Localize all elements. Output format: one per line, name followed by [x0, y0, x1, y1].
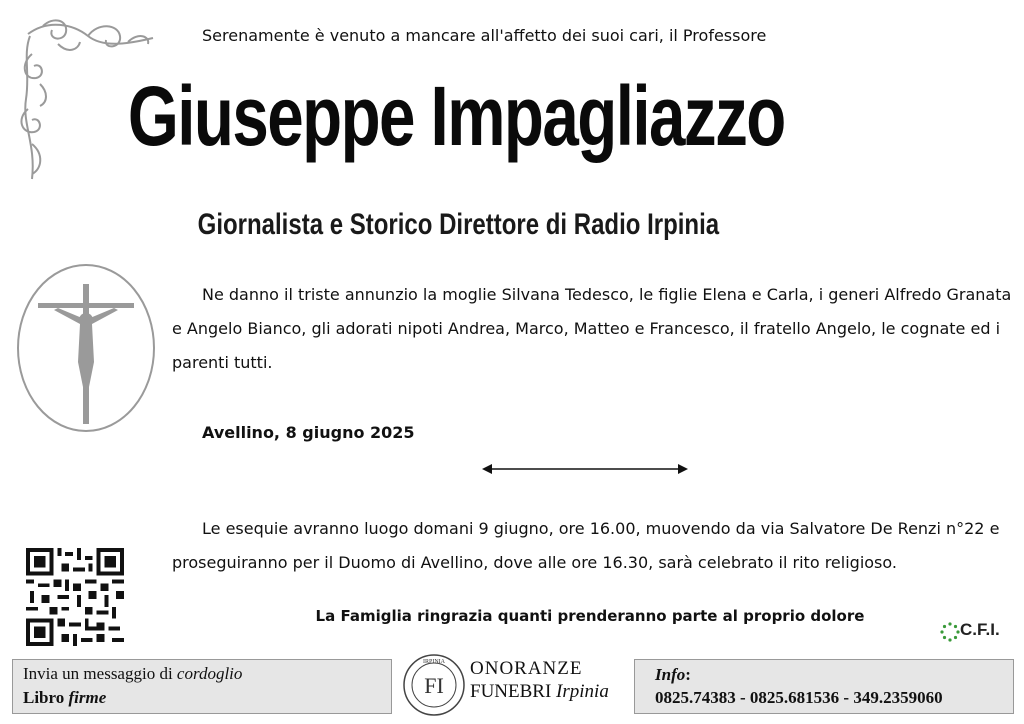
deceased-title: Giornalista e Storico Direttore di Radio Irpinia: [197, 208, 720, 241]
cfi-logo-text: C.F.I.: [960, 620, 1000, 639]
condolence-link[interactable]: [23, 664, 242, 684]
condolence-italic: cordoglio: [176, 664, 243, 683]
brand-seal-icon: [402, 653, 466, 717]
info-label-italic: Info: [655, 665, 686, 684]
cfi-logo-icon: [940, 618, 1016, 652]
condolence-prefix: Invia un messaggio di: [23, 664, 177, 683]
family-thanks: La Famiglia ringrazia quanti prenderanno parte al proprio dolore: [315, 607, 865, 625]
guestbook-italic: firme: [68, 688, 107, 707]
guestbook-link[interactable]: [23, 688, 106, 708]
deceased-name: Giuseppe Impagliazzo: [127, 69, 785, 163]
brand-seal-top: IRPINIA: [423, 659, 445, 665]
double-arrow-divider-icon: [482, 463, 688, 475]
announcement-intro: Serenamente è venuto a mancare all'affetto dei suoi cari, il Professore: [202, 26, 767, 45]
brand-seal-monogram: FI: [424, 673, 444, 698]
brand-line1: ONORANZE: [470, 658, 583, 679]
info-phones[interactable]: 0825.74383 - 0825.681536 - 349.2359060: [655, 688, 943, 707]
condolence-box[interactable]: [12, 659, 392, 714]
guestbook-prefix: Libro: [23, 688, 69, 707]
info-colon: :: [685, 665, 691, 684]
funeral-info: Le esequie avranno luogo domani 9 giugno, ore 16.00, muovendo da via Salvatore De Renzi n°22 e proseguiranno per il Duomo di Avellino, dove alle ore 16.30, sarà celebrato il rito religioso.: [172, 519, 1000, 572]
funeral-home-brand: [400, 650, 630, 720]
brand-line2-prefix: FUNEBRI: [470, 681, 557, 702]
info-label: [655, 665, 691, 685]
place-date: Avellino, 8 giugno 2025: [202, 423, 415, 442]
crucifix-icon: [14, 262, 158, 434]
info-box: [634, 659, 1014, 714]
family-announcement: Ne danno il triste annunzio la moglie Silvana Tedesco, le figlie Elena e Carla, i generi Alfredo Granata e Angelo Bianco, gli adorati nipoti Andrea, Marco, Matteo e Francesco, il fratello Angelo, le cognate ed i parenti tutti.: [172, 285, 1012, 372]
brand-line2-italic: Irpinia: [556, 681, 609, 702]
brand-line2: [470, 681, 609, 703]
qr-code-icon[interactable]: [26, 548, 124, 646]
